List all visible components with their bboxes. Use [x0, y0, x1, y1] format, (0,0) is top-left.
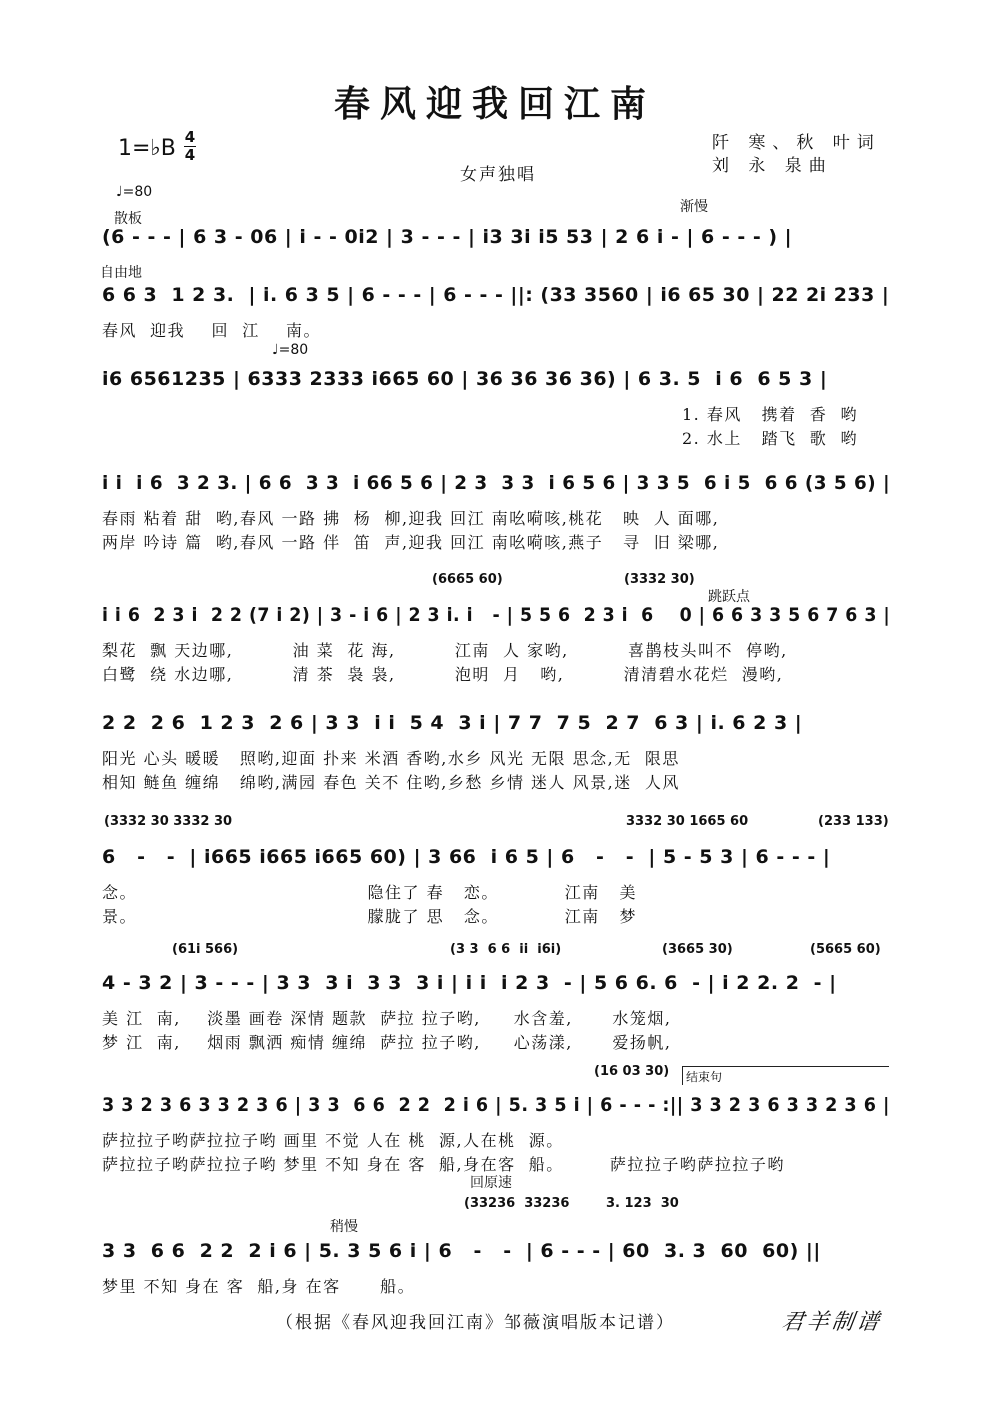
grace-notes: (33236 33236: [464, 1196, 570, 1211]
lyric-line: 梨花 飘 天边哪, 油 菜 花 海, 江南 人 家哟, 喜鹊枝头叫不 停哟,: [102, 641, 788, 660]
lyric-line: 萨拉拉子哟萨拉拉子哟 梦里 不知 身在 客 船,身在客 船。 萨拉拉子哟萨拉拉子哟: [102, 1155, 785, 1174]
grace-notes: (3665 30): [662, 942, 733, 957]
lyric-line: 梦里 不知 身在 客 船,身 在客 船。: [102, 1277, 416, 1296]
score-row: i6 6561235 | 6333 2333 i665 60 | 36 36 36 36) | 6 3. 5 i 6 6 5 3 |: [102, 368, 828, 390]
score-row: i i i 6 3 2 3. | 6 6 3 3 i 66 5 6 | 2 3 3 3 i 6 5 6 | 3 3 5 6 i 5 6 6 (3 5 6) |: [102, 472, 891, 494]
time-signature: [184, 130, 196, 163]
grace-notes: 3. 123 30: [606, 1196, 679, 1211]
lyric-line: 相知 鲢鱼 缠绵 绵哟,满园 春色 关不 住哟,乡愁 乡情 迷人 风景,迷 人风: [102, 773, 680, 792]
score-row: 2 2 2 6 1 2 3 2 6 | 3 3 i i 5 4 3 i | 7 7 7 5 2 7 6 3 | i. 6 2 3 |: [102, 712, 803, 734]
grace-notes: (3332 30): [624, 572, 695, 587]
score-logo: 君羊制谱: [779, 1310, 884, 1335]
score-row: i i 6 2 3 i 2 2 (7 i 2) | 3 - i 6 | 2 3 i. i - | 5 5 6 2 3 i 6 0 | 6 6 3 3 5 6 7 6 3 |: [102, 604, 891, 626]
lyricist-credit: 阡 寒、秋 叶词: [712, 133, 881, 153]
lyric-line: 美 江 南, 淡墨 画卷 深情 题款 萨拉 拉子哟, 水含羞, 水笼烟,: [102, 1009, 672, 1028]
score-row: 3 3 6 6 2 2 2 i 6 | 5. 3 5 6 i | 6 - - | 6 - - - | 60 3. 3 60 60) ||: [102, 1240, 821, 1262]
grace-notes: (6665 60): [432, 572, 503, 587]
grace-notes: (3332 30 3332 30: [104, 814, 233, 829]
grace-notes: (233 133): [818, 814, 889, 829]
lyric-line: 2. 水上 踏飞 歌 哟: [682, 429, 858, 448]
lyric-line: 念。 隐住了 春 恋。 江南 美: [102, 883, 637, 902]
composer-credit: 刘 永 泉曲: [712, 156, 833, 176]
score-row: 3 3 2 3 6 3 3 2 3 6 | 3 3 6 6 2 2 2 i 6 | 5. 3 5 i | 6 - - - :|| 3 3 2 3 6 3 3 2 3 6 |: [102, 1094, 890, 1116]
tempo-marking: ♩=80: [116, 184, 153, 200]
mark-tiaoyuedian: 跳跃点: [708, 589, 750, 605]
grace-notes: (3 3 6 6 ii i6i): [450, 942, 562, 957]
performance-type: 女声独唱: [460, 165, 536, 185]
grace-notes: (5665 60): [810, 942, 881, 957]
lyric-line: 1. 春风 携着 香 哟: [682, 405, 858, 424]
key-signature: 1=♭B: [118, 136, 176, 161]
mark-jieshuju: 结束句: [686, 1070, 723, 1084]
mark-huiyuansu: 回原速: [470, 1175, 512, 1191]
mark-ziyoudi: 自由地: [100, 265, 142, 281]
score-row: 6 6 3 1 2 3. | i. 6 3 5 | 6 - - - | 6 - - - ||: (33 3560 | i6 65 30 | 22 2i 233 |: [102, 284, 890, 306]
footer-note: （根据《春风迎我回江南》邹薇演唱版本记谱）: [276, 1313, 675, 1333]
lyric-line: 阳光 心头 暖暖 照哟,迎面 扑来 米酒 香哟,水乡 风光 无限 思念,无 限思: [102, 749, 680, 768]
mark-jianman: 渐慢: [680, 199, 708, 215]
lyric-line: 景。 朦胧了 思 念。 江南 梦: [102, 907, 637, 926]
time-bottom: 4: [184, 146, 196, 164]
time-top: 4: [184, 128, 196, 146]
lyric-line: 春雨 粘着 甜 哟,春风 一路 拂 杨 柳,迎我 回江 南吆嗬咳,桃花 映 人 面哪,: [102, 509, 720, 528]
lyric-line: 春风 迎我 回 江 南。: [102, 321, 322, 340]
score-row: 6 - - | i665 i665 i665 60) | 3 66 i 6 5 | 6 - - | 5 - 5 3 | 6 - - - |: [102, 846, 831, 868]
lyric-line: 两岸 吟诗 篇 哟,春风 一路 伴 笛 声,迎我 回江 南吆嗬咳,燕子 寻 旧 梁哪,: [102, 533, 720, 552]
mark-shaoman: 稍慢: [330, 1219, 358, 1235]
lyric-line: 白鹭 绕 水边哪, 清 茶 袅 袅, 泡明 月 哟, 清清碧水花烂 漫哟,: [102, 665, 784, 684]
score-title: 春风迎我回江南: [333, 83, 656, 125]
tempo-marking: ♩=80: [272, 342, 309, 358]
grace-notes: 3332 30 1665 60: [626, 814, 749, 829]
grace-notes: (61i 566): [172, 942, 239, 957]
lyric-line: 萨拉拉子哟萨拉拉子哟 画里 不觉 人在 桃 源,人在桃 源。: [102, 1131, 564, 1150]
score-row: 4 - 3 2 | 3 - - - | 3 3 3 i 3 3 3 i | i i i 2 3 - | 5 6 6. 6 - | i 2 2. 2 - |: [102, 972, 837, 994]
score-row: (6 - - - | 6 3 - 06 | i - - 0i2 | 3 - - - | i3 3i i5 53 | 2 6 i - | 6 - - - ) |: [102, 226, 793, 248]
grace-notes: (16 03 30): [594, 1064, 670, 1079]
mark-sanban: 散板: [114, 211, 142, 227]
lyric-line: 梦 江 南, 烟雨 飘洒 痴情 缠绵 萨拉 拉子哟, 心荡漾, 爱扬帆,: [102, 1033, 672, 1052]
